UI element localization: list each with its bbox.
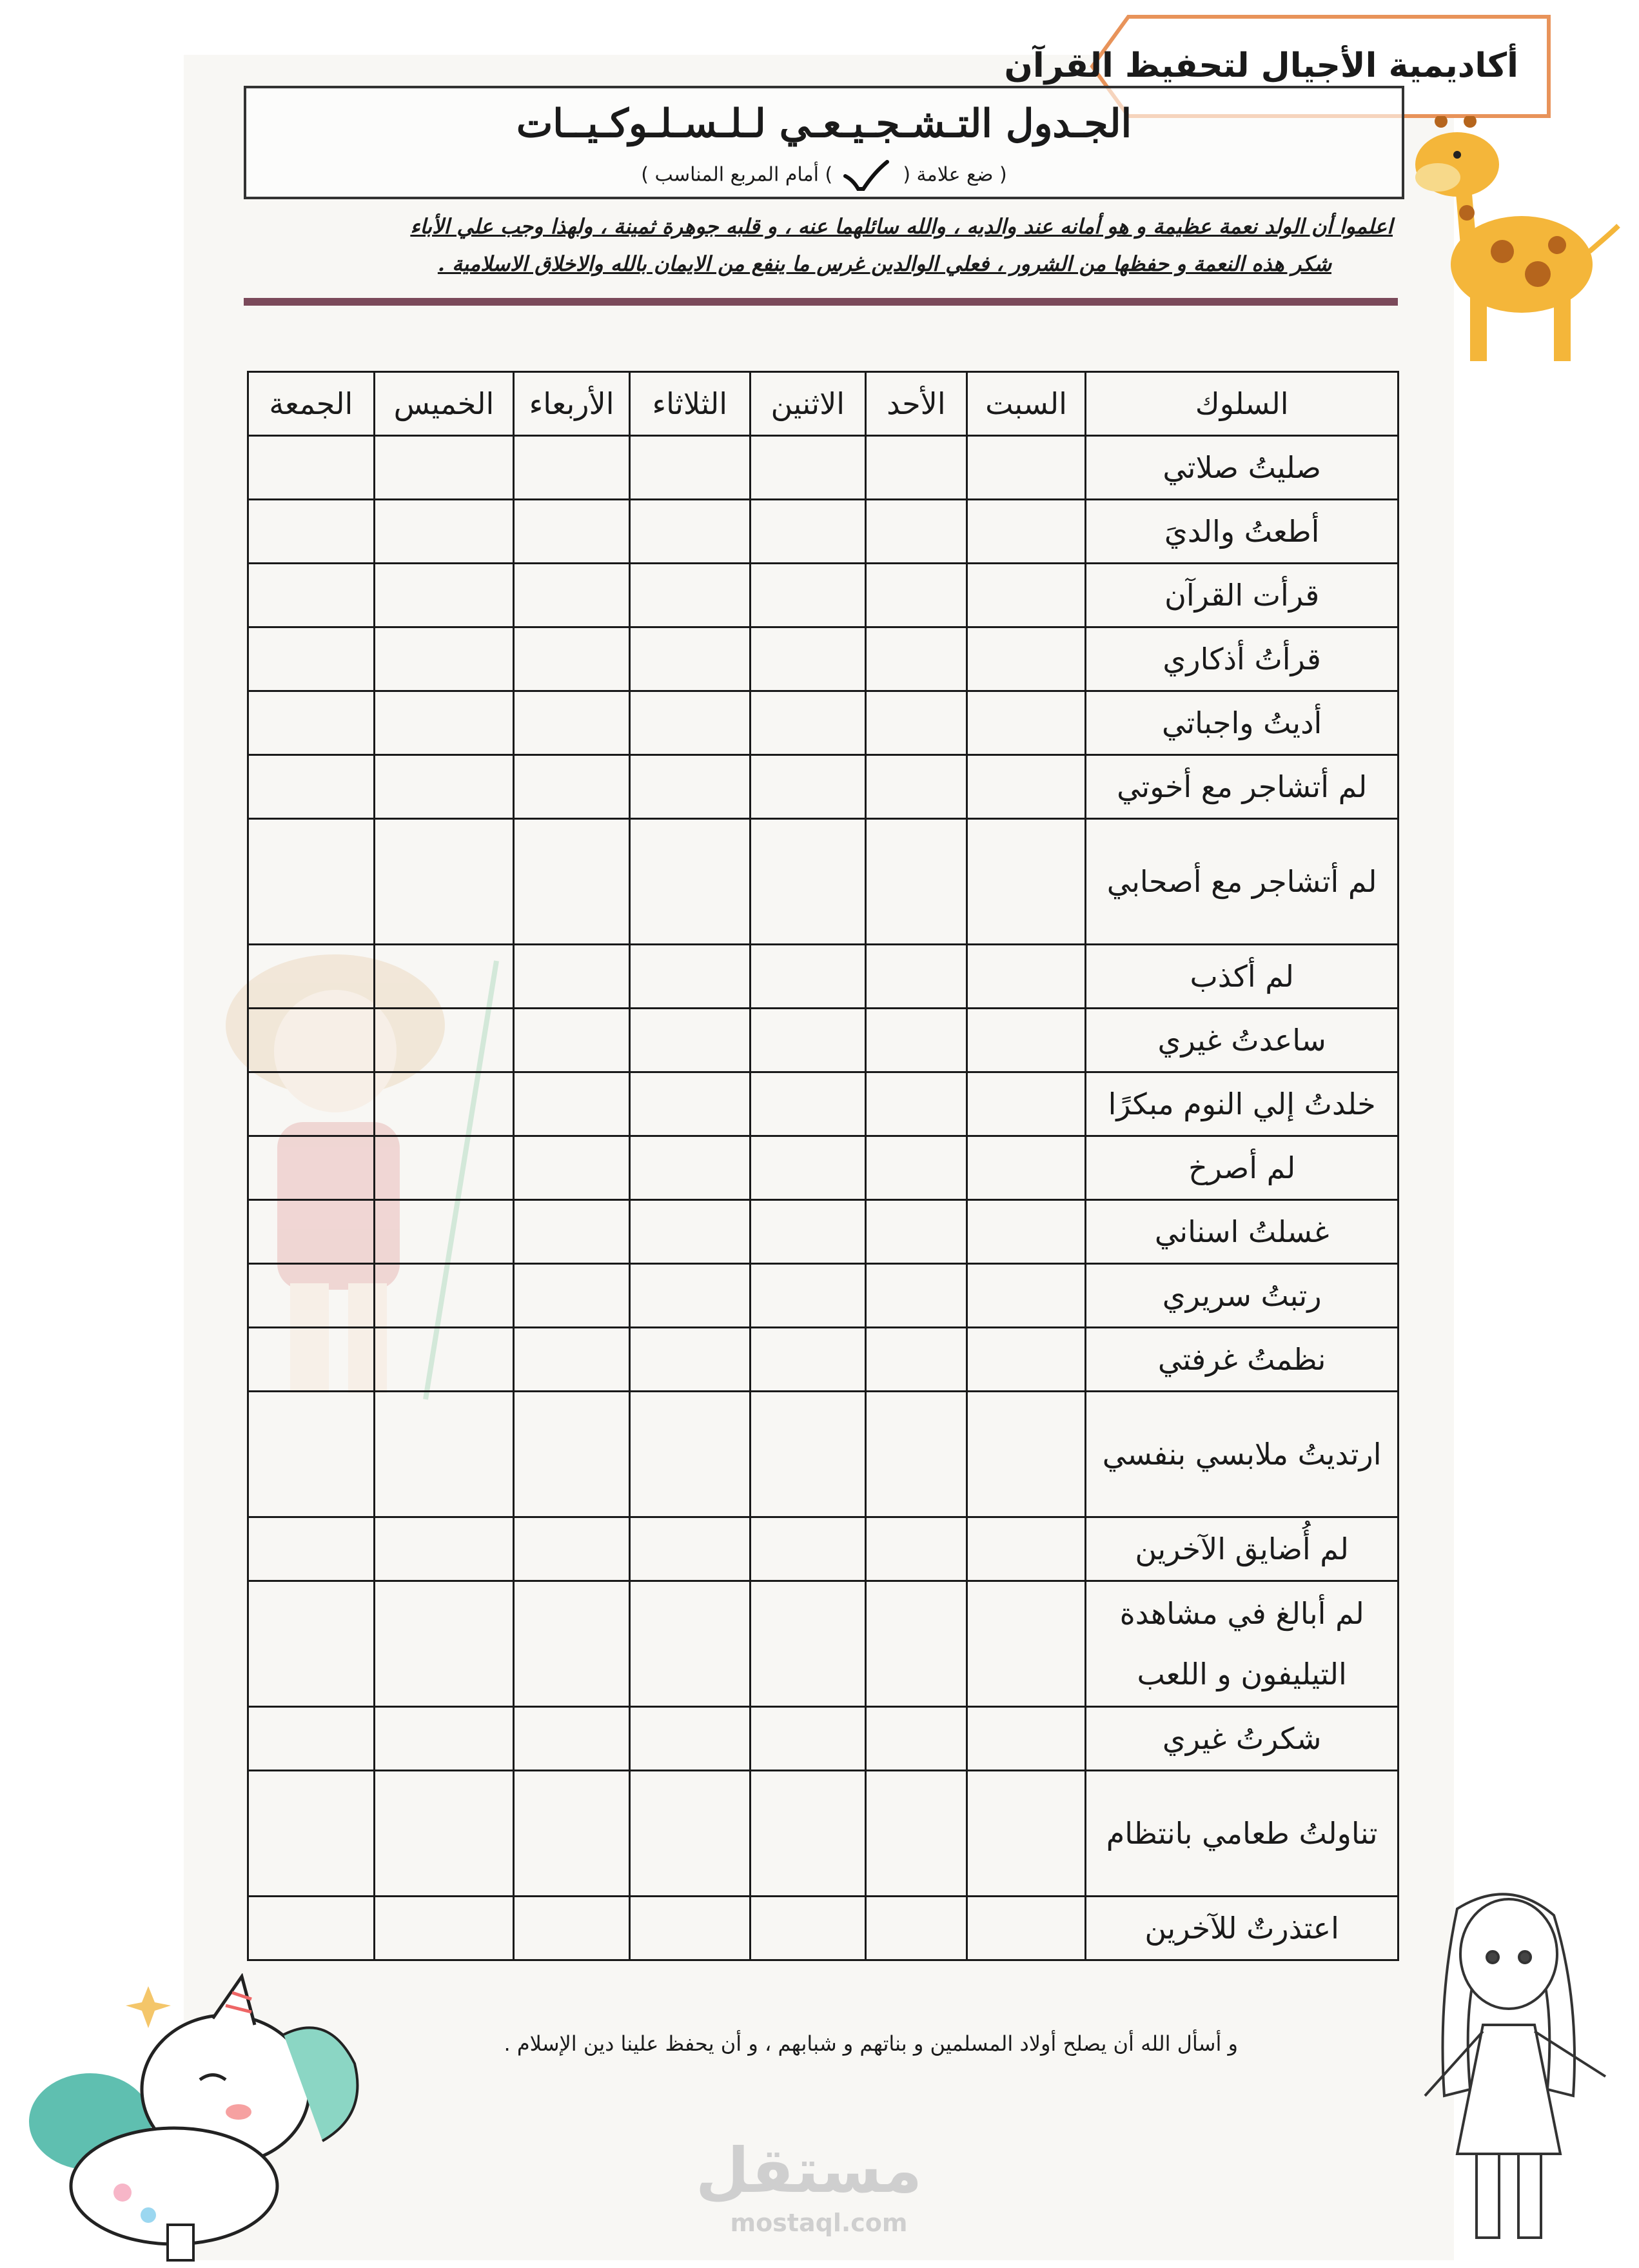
check-cell[interactable] — [750, 500, 866, 564]
check-cell[interactable] — [514, 1392, 630, 1517]
check-cell[interactable] — [248, 1264, 375, 1328]
check-cell[interactable] — [248, 1771, 375, 1897]
check-cell[interactable] — [750, 1072, 866, 1136]
col-header-monday: الاثنين — [750, 372, 866, 436]
check-cell[interactable] — [967, 564, 1086, 627]
check-cell[interactable] — [967, 945, 1086, 1009]
check-cell[interactable] — [629, 1328, 750, 1392]
check-cell[interactable] — [514, 1009, 630, 1072]
check-cell[interactable] — [514, 1771, 630, 1897]
check-cell[interactable] — [248, 691, 375, 755]
check-cell[interactable] — [248, 819, 375, 945]
check-cell[interactable] — [248, 1072, 375, 1136]
col-header-tuesday: الثلاثاء — [629, 372, 750, 436]
check-cell[interactable] — [967, 755, 1086, 819]
check-cell[interactable] — [866, 945, 967, 1009]
check-cell[interactable] — [866, 1581, 967, 1707]
check-cell[interactable] — [629, 755, 750, 819]
check-cell[interactable] — [866, 564, 967, 627]
check-cell[interactable] — [629, 564, 750, 627]
check-cell[interactable] — [967, 1707, 1086, 1771]
check-cell[interactable] — [967, 1771, 1086, 1897]
check-cell[interactable] — [629, 1009, 750, 1072]
check-cell[interactable] — [750, 1009, 866, 1072]
check-cell[interactable] — [866, 755, 967, 819]
unicorn-icon — [19, 1973, 393, 2263]
check-cell[interactable] — [374, 1328, 514, 1392]
check-cell[interactable] — [248, 500, 375, 564]
table-row — [248, 500, 1399, 564]
check-cell[interactable] — [374, 1392, 514, 1517]
check-cell[interactable] — [967, 1200, 1086, 1264]
title-box — [244, 86, 1404, 199]
check-cell[interactable] — [750, 1707, 866, 1771]
check-cell[interactable] — [374, 945, 514, 1009]
check-cell[interactable] — [866, 1392, 967, 1517]
check-cell[interactable] — [750, 1517, 866, 1581]
check-cell[interactable] — [514, 436, 630, 500]
check-cell[interactable] — [374, 1897, 514, 1960]
check-cell[interactable] — [967, 691, 1086, 755]
check-cell[interactable] — [514, 1264, 630, 1328]
check-cell[interactable] — [866, 500, 967, 564]
check-cell[interactable] — [629, 500, 750, 564]
check-cell[interactable] — [374, 627, 514, 691]
check-cell[interactable] — [967, 1136, 1086, 1200]
check-cell[interactable] — [750, 1264, 866, 1328]
check-cell[interactable] — [750, 1581, 866, 1707]
check-cell[interactable] — [374, 564, 514, 627]
check-cell[interactable] — [750, 627, 866, 691]
col-header-saturday: السبت — [967, 372, 1086, 436]
check-cell[interactable] — [374, 500, 514, 564]
check-cell[interactable] — [248, 1392, 375, 1517]
check-cell[interactable] — [514, 564, 630, 627]
check-cell[interactable] — [374, 755, 514, 819]
check-cell[interactable] — [866, 1707, 967, 1771]
table-row — [248, 755, 1399, 819]
check-cell[interactable] — [514, 1072, 630, 1136]
behaviour-cell: ساعدتُ غيري — [1086, 1009, 1399, 1072]
check-cell[interactable] — [629, 627, 750, 691]
behaviour-cell: لم أبالغ في مشاهدة التيليفون و اللعب — [1086, 1581, 1399, 1707]
table-row — [248, 564, 1399, 627]
behaviour-cell: لم أُضايق الآخرين — [1086, 1517, 1399, 1581]
check-cell[interactable] — [629, 1072, 750, 1136]
col-header-behaviour: السلوك — [1086, 372, 1399, 436]
check-cell[interactable] — [514, 1517, 630, 1581]
check-cell[interactable] — [866, 691, 967, 755]
check-cell[interactable] — [374, 1200, 514, 1264]
check-cell[interactable] — [248, 627, 375, 691]
checkmark-icon — [839, 159, 897, 192]
behaviour-cell: قرأتُ أذكاري — [1086, 627, 1399, 691]
behaviour-cell: ارتديتُ ملابسي بنفسي — [1086, 1392, 1399, 1517]
behaviour-cell: لم أكذب — [1086, 945, 1399, 1009]
check-cell[interactable] — [629, 436, 750, 500]
check-cell[interactable] — [374, 1771, 514, 1897]
check-cell[interactable] — [248, 1136, 375, 1200]
check-cell[interactable] — [967, 436, 1086, 500]
check-cell[interactable] — [629, 1897, 750, 1960]
check-cell[interactable] — [248, 945, 375, 1009]
check-cell[interactable] — [967, 1264, 1086, 1328]
closing-prayer: و أسأل الله أن يصلح أولاد المسلمين و بناتهم و شبابهم ، و أن يحفظ علينا دين الإسلام . — [504, 2031, 1238, 2056]
col-header-thursday: الخميس — [374, 372, 514, 436]
check-cell[interactable] — [866, 1897, 967, 1960]
check-cell[interactable] — [374, 1707, 514, 1771]
check-cell[interactable] — [967, 1897, 1086, 1960]
table-row — [248, 1009, 1399, 1072]
behaviour-cell: أديتُ واجباتي — [1086, 691, 1399, 755]
check-cell[interactable] — [514, 1136, 630, 1200]
check-cell[interactable] — [967, 500, 1086, 564]
check-cell[interactable] — [514, 1328, 630, 1392]
check-cell[interactable] — [248, 1581, 375, 1707]
behaviour-cell: نظمتُ غرفتي — [1086, 1328, 1399, 1392]
behaviour-table — [247, 371, 1399, 1961]
table-row — [248, 1897, 1399, 1960]
table-row — [248, 436, 1399, 500]
check-cell[interactable] — [866, 627, 967, 691]
check-cell[interactable] — [248, 1707, 375, 1771]
check-cell[interactable] — [750, 945, 866, 1009]
check-cell[interactable] — [248, 755, 375, 819]
check-cell[interactable] — [374, 436, 514, 500]
table-row — [248, 945, 1399, 1009]
table-row — [248, 1072, 1399, 1136]
page-title: الجـدول التـشـجـيـعـي لـلـسـلـوكـيــات — [516, 101, 1132, 146]
check-cell[interactable] — [866, 819, 967, 945]
check-cell[interactable] — [374, 1136, 514, 1200]
check-cell[interactable] — [629, 1200, 750, 1264]
check-cell[interactable] — [750, 691, 866, 755]
check-cell[interactable] — [967, 1517, 1086, 1581]
table-row — [248, 1581, 1399, 1707]
header-row — [248, 372, 1399, 436]
table-row — [248, 1264, 1399, 1328]
check-cell[interactable] — [750, 1200, 866, 1264]
check-cell[interactable] — [967, 1581, 1086, 1707]
check-cell[interactable] — [374, 1264, 514, 1328]
check-cell[interactable] — [374, 691, 514, 755]
instruction-start: ( ضع علامة ( — [903, 163, 1007, 186]
check-cell[interactable] — [514, 691, 630, 755]
table-row — [248, 1328, 1399, 1392]
check-cell[interactable] — [967, 1328, 1086, 1392]
check-cell[interactable] — [629, 1517, 750, 1581]
check-cell[interactable] — [248, 436, 375, 500]
check-cell[interactable] — [629, 1264, 750, 1328]
giraffe-icon — [1406, 116, 1625, 368]
check-cell[interactable] — [248, 1897, 375, 1960]
behaviour-cell: لم أتشاجر مع أصحابي — [1086, 819, 1399, 945]
instruction-end: ) أمام المربع المناسب ) — [641, 163, 833, 186]
behaviour-cell: أطعتُ والديَ — [1086, 500, 1399, 564]
check-cell[interactable] — [248, 1517, 375, 1581]
col-header-sunday: الأحد — [866, 372, 967, 436]
check-cell[interactable] — [248, 1200, 375, 1264]
check-cell[interactable] — [750, 1328, 866, 1392]
check-cell[interactable] — [514, 1707, 630, 1771]
check-cell[interactable] — [750, 1136, 866, 1200]
check-cell[interactable] — [750, 819, 866, 945]
check-cell[interactable] — [866, 1517, 967, 1581]
check-cell[interactable] — [629, 1707, 750, 1771]
divider-rule — [244, 298, 1398, 306]
check-cell[interactable] — [629, 691, 750, 755]
instruction — [246, 159, 1402, 192]
check-cell[interactable] — [374, 1581, 514, 1707]
behaviour-cell: تناولتُ طعامي بانتظام — [1086, 1771, 1399, 1897]
check-cell[interactable] — [514, 945, 630, 1009]
check-cell[interactable] — [629, 945, 750, 1009]
table-row — [248, 1200, 1399, 1264]
check-cell[interactable] — [967, 1072, 1086, 1136]
check-cell[interactable] — [629, 1392, 750, 1517]
check-cell[interactable] — [248, 564, 375, 627]
check-cell[interactable] — [967, 819, 1086, 945]
check-cell[interactable] — [248, 1328, 375, 1392]
col-header-friday: الجمعة — [248, 372, 375, 436]
behaviour-cell: شكرتُ غيري — [1086, 1707, 1399, 1771]
check-cell[interactable] — [866, 1328, 967, 1392]
check-cell[interactable] — [374, 1009, 514, 1072]
table-row — [248, 1392, 1399, 1517]
check-cell[interactable] — [514, 819, 630, 945]
check-cell[interactable] — [514, 627, 630, 691]
table-row — [248, 627, 1399, 691]
behaviour-cell: رتبتُ سريري — [1086, 1264, 1399, 1328]
check-cell[interactable] — [514, 1897, 630, 1960]
check-cell[interactable] — [514, 1200, 630, 1264]
check-cell[interactable] — [866, 1072, 967, 1136]
quote-line-1: اعلموا أن الولد نعمة عظيمة و هو أمانه عند والديه ، والله سائلهما عنه ، و قلبه جوهرة ثمينة ، ولهذا وجب علي الأباء — [410, 214, 1393, 239]
behaviour-cell: لم أتشاجر مع أخوتي — [1086, 755, 1399, 819]
watermark-url: mostaql.com — [730, 2209, 908, 2237]
check-cell[interactable] — [750, 1771, 866, 1897]
academy-name: أكاديمية الأجيال لتحفيظ القرآن — [1004, 46, 1518, 85]
behaviour-cell: لم أصرخ — [1086, 1136, 1399, 1200]
table-row — [248, 819, 1399, 945]
check-cell[interactable] — [866, 1264, 967, 1328]
check-cell[interactable] — [514, 755, 630, 819]
table-row — [248, 1136, 1399, 1200]
check-cell[interactable] — [866, 1136, 967, 1200]
check-cell[interactable] — [629, 819, 750, 945]
check-cell[interactable] — [866, 1009, 967, 1072]
check-cell[interactable] — [750, 436, 866, 500]
col-header-wednesday: الأربعاء — [514, 372, 630, 436]
check-cell[interactable] — [967, 627, 1086, 691]
intro-quote — [245, 208, 1393, 282]
check-cell[interactable] — [750, 755, 866, 819]
behaviour-cell: قرأت القرآن — [1086, 564, 1399, 627]
check-cell[interactable] — [750, 1392, 866, 1517]
check-cell[interactable] — [750, 564, 866, 627]
behaviour-cell: خلدتُ إلي النوم مبكرًا — [1086, 1072, 1399, 1136]
table-row — [248, 1707, 1399, 1771]
check-cell[interactable] — [967, 1009, 1086, 1072]
check-cell[interactable] — [967, 1392, 1086, 1517]
check-cell[interactable] — [374, 1517, 514, 1581]
check-cell[interactable] — [514, 1581, 630, 1707]
check-cell[interactable] — [374, 1072, 514, 1136]
watermark-logo: مستقل — [695, 2135, 922, 2207]
quote-line-2: شكر هذه النعمة و حفظها من الشرور ، فعلي الوالدين غرس ما ينفع من الايمان بالله والاخلاق الاسلامية . — [437, 251, 1331, 276]
table-row — [248, 691, 1399, 755]
check-cell[interactable] — [629, 1771, 750, 1897]
check-cell[interactable] — [248, 1009, 375, 1072]
girl-illustration — [1386, 1883, 1638, 2263]
check-cell[interactable] — [866, 1200, 967, 1264]
table-row — [248, 1771, 1399, 1897]
check-cell[interactable] — [514, 500, 630, 564]
behaviour-cell: اعتذرتٌ للآخرين — [1086, 1897, 1399, 1960]
behaviour-cell: غسلتُ اسناني — [1086, 1200, 1399, 1264]
check-cell[interactable] — [750, 1897, 866, 1960]
check-cell[interactable] — [629, 1136, 750, 1200]
check-cell[interactable] — [866, 436, 967, 500]
check-cell[interactable] — [629, 1581, 750, 1707]
check-cell[interactable] — [374, 819, 514, 945]
table-row — [248, 1517, 1399, 1581]
behaviour-cell: صليتُ صلاتي — [1086, 436, 1399, 500]
check-cell[interactable] — [866, 1771, 967, 1897]
